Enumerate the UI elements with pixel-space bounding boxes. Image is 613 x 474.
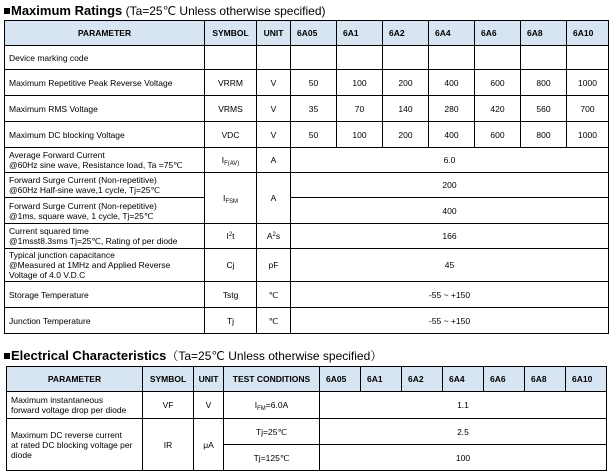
header-unit: UNIT <box>257 21 291 46</box>
header-test-conditions: TEST CONDITIONS <box>224 367 320 392</box>
condition-cell: $I_{FM}=6.0A$ <box>224 392 320 419</box>
table-row <box>5 70 609 96</box>
param-device-marking: Device marking code <box>5 46 205 70</box>
table-row <box>5 249 609 282</box>
param-junction-temperature: Junction Temperature <box>5 308 205 334</box>
unit-cell: A <box>257 148 291 173</box>
unit-cell: pF <box>257 249 291 282</box>
symbol-cell: VF <box>143 392 194 419</box>
value-cell: 166 <box>291 224 609 249</box>
symbol-cell: IR <box>143 419 194 471</box>
value-cell: 200 <box>383 122 429 148</box>
header-model: 6A1 <box>361 367 402 392</box>
value-cell: 100 <box>337 122 383 148</box>
header-model: 6A05 <box>291 21 337 46</box>
unit-cell: V <box>257 96 291 122</box>
unit-cell: ℃ <box>257 308 291 334</box>
symbol-cell: Cj <box>205 249 257 282</box>
param-average-forward-current: Average Forward Current @60Hz sine wave, Resistance load, Ta =75℃ <box>5 148 205 173</box>
max-ratings-title: Maximum Ratings (Ta=25℃ Unless otherwise specified) <box>4 2 325 20</box>
header-model: 6A10 <box>567 21 609 46</box>
param-dc-reverse-current: Maximum DC reverse current at rated DC blocking voltage per diode <box>7 419 143 471</box>
value-cell: 200 <box>291 173 609 198</box>
value-cell: 800 <box>521 70 567 96</box>
condition-cell: Tj=125℃ <box>224 445 320 471</box>
header-parameter: PARAMETER <box>7 367 143 392</box>
value-cell: 280 <box>429 96 475 122</box>
condition-cell: Tj=25℃ <box>224 419 320 445</box>
header-model: 6A05 <box>320 367 361 392</box>
symbol-cell: $I^2t$ <box>205 224 257 249</box>
param-forward-surge-60hz: Forward Surge Current (Non-repetitive) @60Hz Half-sine wave,1 cycle, Tj=25℃ <box>5 173 205 198</box>
header-symbol: SYMBOL <box>143 367 194 392</box>
max-ratings-table <box>4 20 609 334</box>
table-row <box>5 282 609 308</box>
value-cell: 100 <box>337 70 383 96</box>
value-cell: 50 <box>291 70 337 96</box>
unit-cell: μA <box>194 419 224 471</box>
value-cell: 400 <box>429 70 475 96</box>
value-cell: 100 <box>320 445 607 471</box>
header-model: 6A4 <box>443 367 484 392</box>
param-forward-surge-1ms: Forward Surge Current (Non-repetitive) @1ms, square wave, 1 cycle, Tj=25℃ <box>5 198 205 224</box>
symbol-cell: Tstg <box>205 282 257 308</box>
table-row <box>7 419 607 445</box>
table-row <box>5 96 609 122</box>
unit-cell: V <box>257 70 291 96</box>
value-cell: 420 <box>475 96 521 122</box>
value-cell: -55 ~ +150 <box>291 282 609 308</box>
electrical-characteristics-title: Electrical Characteristics（Ta=25℃ Unless otherwise specified） <box>4 347 382 365</box>
value-cell: 35 <box>291 96 337 122</box>
value-cell: 70 <box>337 96 383 122</box>
value-cell: 600 <box>475 122 521 148</box>
square-bullet-icon <box>4 8 10 14</box>
param-vrrm: Maximum Repetitive Peak Reverse Voltage <box>5 70 205 96</box>
param-junction-capacitance: Typical junction capacitance @Measured at 1MHz and Applied Reverse Voltage of 4.0 V.D.C <box>5 249 205 282</box>
param-forward-voltage-drop: Maximum instantaneous forward voltage drop per diode <box>7 392 143 419</box>
value-cell: 560 <box>521 96 567 122</box>
header-model: 6A10 <box>566 367 607 392</box>
unit-cell: A <box>257 173 291 224</box>
symbol-cell: VRMS <box>205 96 257 122</box>
value-cell: 6.0 <box>291 148 609 173</box>
value-cell: 400 <box>429 122 475 148</box>
symbol-cell: Tj <box>205 308 257 334</box>
value-cell: 1000 <box>567 122 609 148</box>
header-model: 6A8 <box>525 367 566 392</box>
table-row <box>7 392 607 419</box>
unit-cell: $A^2s$ <box>257 224 291 249</box>
unit-cell: V <box>194 392 224 419</box>
value-cell: 1.1 <box>320 392 607 419</box>
header-model: 6A4 <box>429 21 475 46</box>
header-symbol: SYMBOL <box>205 21 257 46</box>
header-parameter: PARAMETER <box>5 21 205 46</box>
param-vdc: Maximum DC blocking Voltage <box>5 122 205 148</box>
table-header-row <box>5 21 609 46</box>
value-cell: -55 ~ +150 <box>291 308 609 334</box>
value-cell: 800 <box>521 122 567 148</box>
table-row <box>5 148 609 173</box>
symbol-cell: VRRM <box>205 70 257 96</box>
symbol-cell: $I_{F(AV)}$ <box>205 148 257 173</box>
symbol-cell: VDC <box>205 122 257 148</box>
value-cell: 600 <box>475 70 521 96</box>
param-storage-temperature: Storage Temperature <box>5 282 205 308</box>
param-current-squared-time: Current squared time @1msst8.3sms Tj=25℃, Rating of per diode <box>5 224 205 249</box>
value-cell: 400 <box>291 198 609 224</box>
table-row <box>5 173 609 198</box>
header-model: 6A2 <box>402 367 443 392</box>
header-model: 6A2 <box>383 21 429 46</box>
value-cell: 200 <box>383 70 429 96</box>
value-cell: 700 <box>567 96 609 122</box>
value-cell: 45 <box>291 249 609 282</box>
header-unit: UNIT <box>194 367 224 392</box>
header-model: 6A6 <box>475 21 521 46</box>
value-cell: 140 <box>383 96 429 122</box>
value-cell: 1000 <box>567 70 609 96</box>
table-row <box>5 308 609 334</box>
square-bullet-icon <box>4 353 10 359</box>
header-model: 6A8 <box>521 21 567 46</box>
electrical-characteristics-table <box>6 366 607 471</box>
unit-cell: ℃ <box>257 282 291 308</box>
header-model: 6A1 <box>337 21 383 46</box>
table-row <box>5 198 609 224</box>
symbol-cell: $I_{FSM}$ <box>205 173 257 224</box>
param-vrms: Maximum RMS Voltage <box>5 96 205 122</box>
value-cell: 2.5 <box>320 419 607 445</box>
table-row <box>5 122 609 148</box>
table-row <box>5 46 609 70</box>
unit-cell: V <box>257 122 291 148</box>
table-header-row <box>7 367 607 392</box>
value-cell: 50 <box>291 122 337 148</box>
header-model: 6A6 <box>484 367 525 392</box>
table-row <box>5 224 609 249</box>
